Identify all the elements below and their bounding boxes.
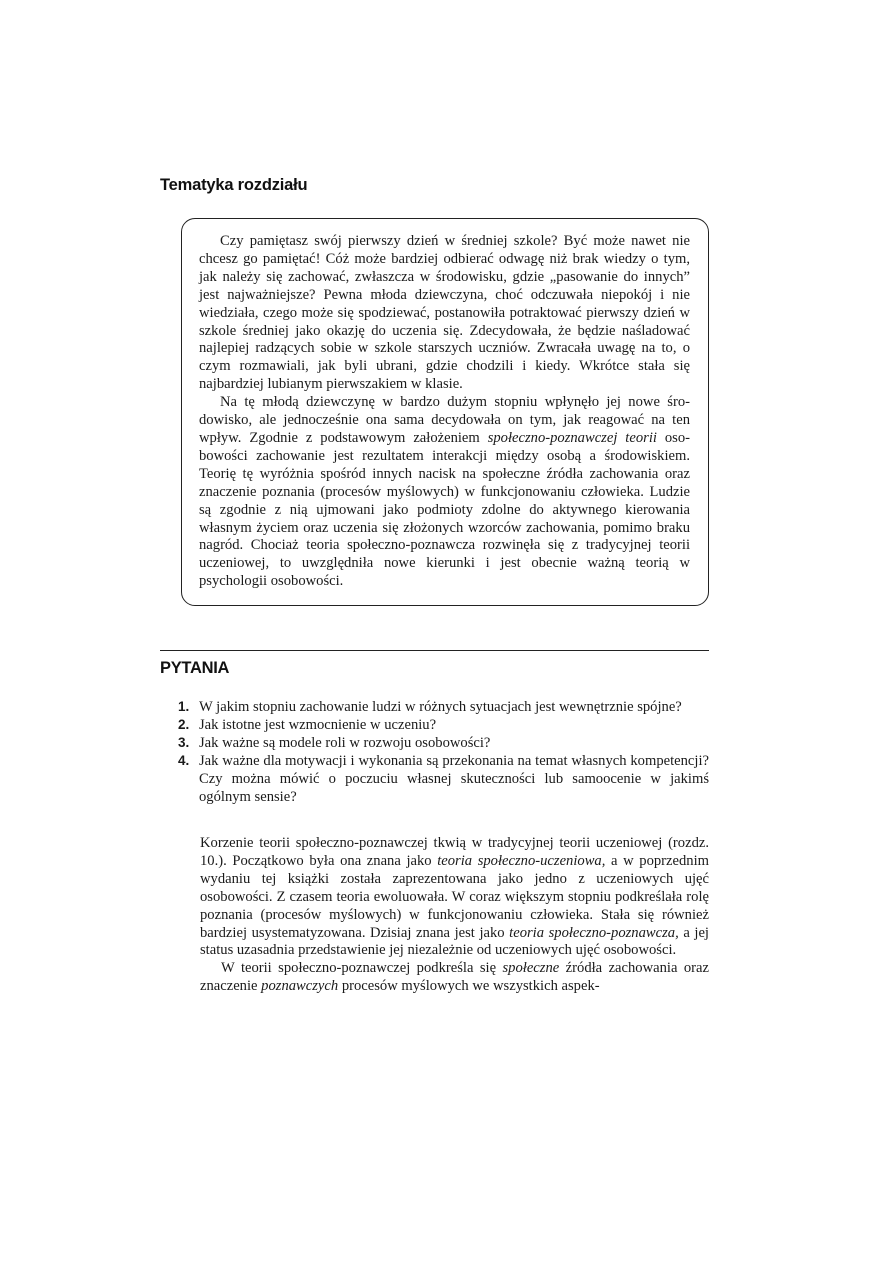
body-paragraph-2-text-end: procesów myślowych we wszystkich aspek- [338, 978, 600, 995]
question-item [172, 716, 709, 734]
body-paragraph-2-text-cont: źródła zachowania oraz znaczenie [200, 960, 709, 995]
body-paragraph-2-emphasis: społeczne [502, 960, 560, 977]
question-item [172, 752, 709, 806]
intro-paragraph-2-text: Na tę młodą dziewczynę w bardzo dużym stopniu wpłynęło jej nowe środowisko, ale jednocześnie ona sama decydowała on tym, jak reagować na ten wpływ. Zgodnie z podstawowym założeniem [199, 394, 690, 446]
question-item [172, 734, 709, 752]
body-paragraph-1 [200, 835, 709, 960]
questions-list [172, 698, 709, 806]
intro-paragraph-2 [199, 394, 690, 591]
question-number: 4. [178, 753, 190, 768]
body-paragraph-1-text-cont: a w poprzednim wydaniu tej książki została zaprezentowana jako jedno z uczeniowych ujęć osobowości. Z czasem teoria ewoluowała. W coraz większym stopniu podkreślała rolę poznania (procesów myślowych) w funkcjonowaniu człowieka. Stała się również bardziej usystematyzowana. Dzisiaj znana jest jako [200, 852, 710, 941]
section-title: Tematyka rozdziału [160, 176, 308, 194]
question-number: 1. [178, 699, 190, 714]
question-text: Jak ważne są modele roli w rozwoju osobowości? [199, 735, 491, 751]
body-paragraph-1-text: Korzenie teorii społeczno-poznawczej tkwią w tradycyjnej teorii uczeniowej (rozdz. 10.). Początkowo była ona znana jako [200, 835, 709, 869]
body-paragraph-2-emphasis-2: poznawczych [261, 978, 339, 995]
question-number: 2. [178, 717, 190, 732]
intro-paragraph-2-text-cont: osobowości zachowanie jest rezultatem interakcji między osobą a środowiskiem. Teorię tę wyróżnia spośród innych nacisk na społeczne źródła zachowania oraz znaczenie poznania (procesów myślowych) w funkcjonowaniu człowieka. Ludzie są zgodnie z nią ujmowani jako podmioty zdolne do aktywnego kierowania własnym życiem oraz uczenia się złożonych wzorców zachowania, pomimo braku nagród. Chociaż teoria społeczno-poznawcza rozwinęła się z tradycyjnej teorii uczeniowej, to uwzględniła nowe kierunki i jest obecnie ważną teorią w psychologii osobowości. [199, 429, 690, 590]
question-item [172, 698, 709, 716]
intro-paragraph-1: Czy pamiętasz swój pierwszy dzień w średniej szkole? Być może nawet nie chcesz go pamiętać! Cóż może bardziej odbierać odwagę niż brak wiedzy o tym, jak należy się zachować, zwłaszcza w środowisku, gdzie „pasowanie do innych” jest najważniejsze? Pewna młoda dziewczyna, choć odczuwała niepokój i nie wiedziała, czego może się spodziewać, postanowiła potraktować pierwszy dzień w szkole średniej jako okazję do uczenia się. Zdecydowała, że będzie naśladować najlepiej radzących sobie w szkole starszych uczniów. Zwracała uwagę na to, o czym rozmawiali, jak byli ubrani, gdzie chodzili i kiedy. Wkrótce stała się najbardziej lubianym pierwszakiem w klasie. [199, 233, 690, 393]
question-text: Jak istotne jest wzmocnienie w uczeniu? [199, 717, 437, 733]
intro-box [181, 218, 709, 606]
question-text: Jak ważne dla motywacji i wykonania są przekonania na temat własnych kompetencji? Czy można mówić o poczuciu własnej skuteczności lub samoocenie w jakimś ogólnym sensie? [199, 753, 709, 805]
question-number: 3. [178, 735, 190, 750]
section-divider [160, 650, 709, 651]
body-paragraph-2 [200, 960, 709, 996]
body-paragraph-2-text: W teorii społeczno-poznawczej podkreśla się [221, 960, 503, 977]
question-text: W jakim stopniu zachowanie ludzi w różnych sytuacjach jest wewnętrznie spójne? [199, 699, 682, 715]
body-paragraph-1-emphasis-2: teoria społeczno-poznawcza, [509, 924, 679, 941]
body-text [200, 835, 709, 996]
intro-paragraph-2-emphasis: społeczno-poznawczej teorii [487, 429, 657, 446]
questions-title: PYTANIA [160, 659, 230, 677]
body-paragraph-1-emphasis: teoria społeczno-uczeniowa, [437, 852, 606, 869]
body-paragraph-1-text-end: a jej status uzasadnia przedstawienie jej niezależnie od uczeniowych ujęć osobowości. [200, 924, 709, 959]
